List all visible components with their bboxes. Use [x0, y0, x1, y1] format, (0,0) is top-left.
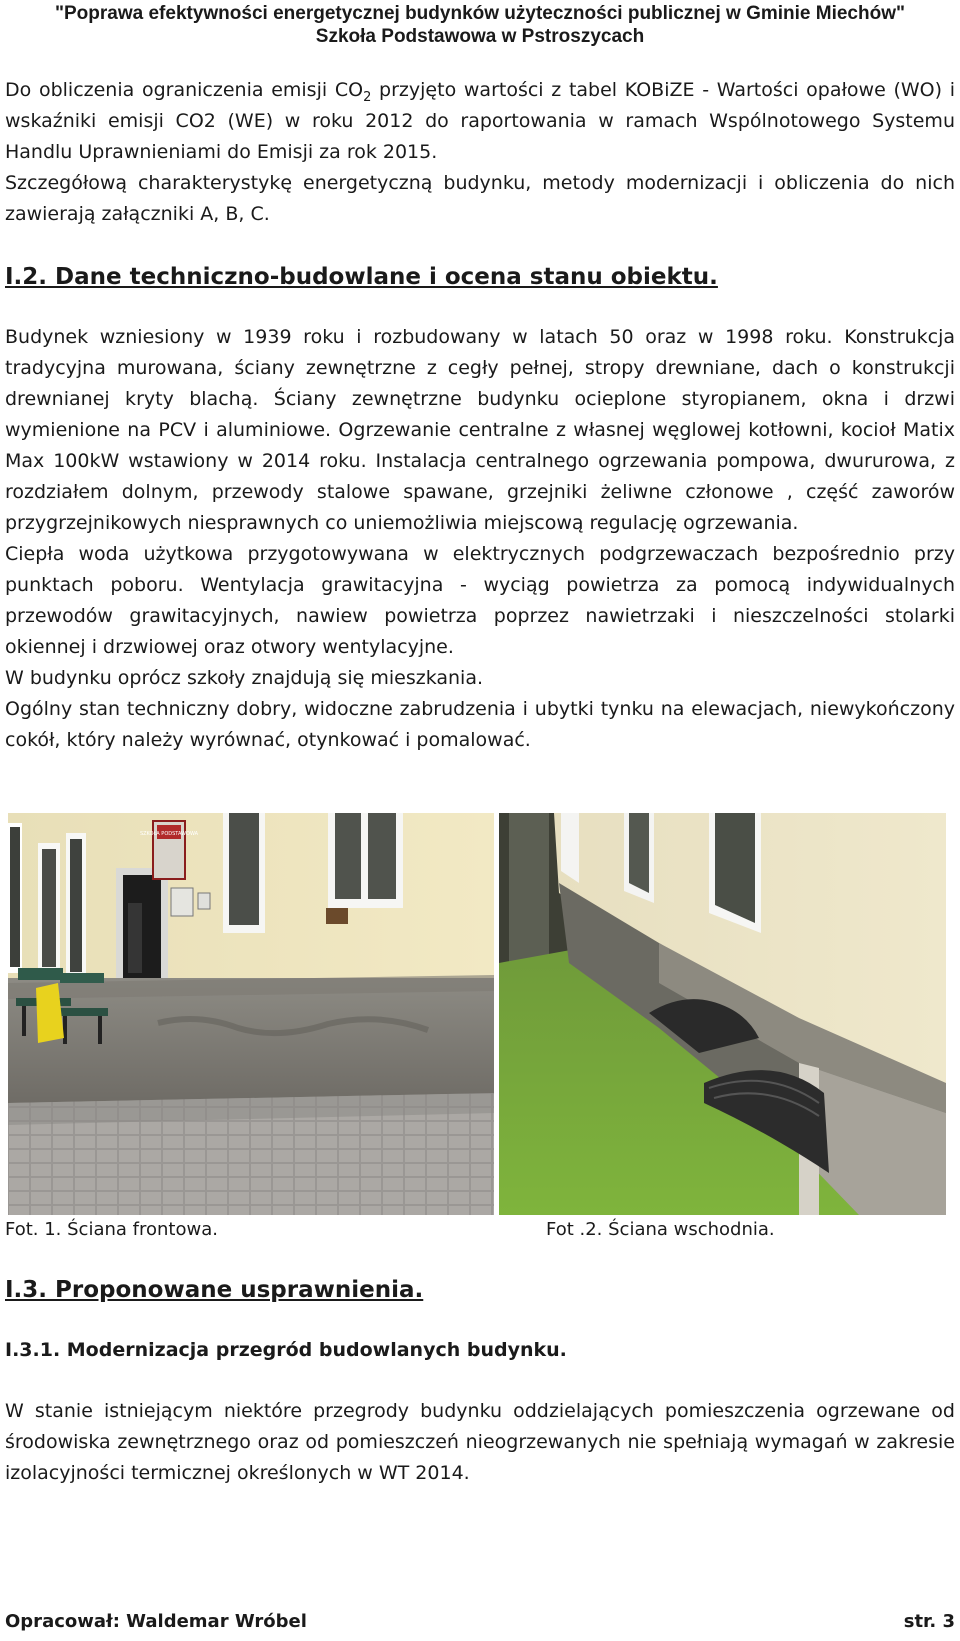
paragraph-technical-condition: Ogólny stan techniczny dobry, widoczne zabrudzenia i ubytki tynku na elewacjach, niewykończony cokół, który należy wyrównać, otynkować i pomalować. [5, 698, 955, 751]
intro-paragraph-emissions: Do obliczenia ograniczenia emisji $CO_2$ przyjęto wartości z tabel KOBiZE - Wartości opałowe (WO) i wskaźniki emisji CO2 (WE) w roku 2012 do raportowania w ramach Wspólnotowego Systemu Handlu Uprawnieniami do Emisji za rok 2015. [5, 79, 956, 163]
technical-data-section [5, 322, 955, 756]
paragraph-apartments: W budynku oprócz szkoły znajdują się mieszkania. [5, 667, 484, 689]
paragraph-building-construction: Budynek wzniesiony w 1939 roku i rozbudowany w latach 50 oraz w 1998 roku. Konstrukcja tradycyjna murowana, ściany zewnętrzne z cegły pełnej, stropy drewniane, dach o konstrukcji drewnianej kryty blachą. Ściany zewnętrzne budynku ocieplone styropianem, okna i drzwi wymienione na PCV i aluminiowe. Ogrzewanie centralne z własnej węglowej kotłowni, kocioł Matix Max 100kW wstawiony w 2014 roku. Instalacja centralnego ogrzewania pompowa, dwururowa, z rozdziałem dolnym, przewody stalowe spawane, grzejniki żeliwne członowe , część zaworów przygrzejnikowych niesprawnych co uniemożliwia miejscową regulację ogrzewania. [5, 326, 955, 534]
section-heading-technical-data: I.2. Dane techniczno-budowlane i ocena stanu obiektu. [5, 264, 718, 290]
document-header [0, 2, 960, 48]
footer-page-number: str. 3 [903, 1611, 955, 1632]
photo-east-wall [499, 813, 946, 1215]
subsection-heading-partitions: I.3.1. Modernizacja przegród budowlanych budynku. [5, 1339, 567, 1361]
co2-subscript: 2 [363, 89, 372, 105]
school-sign-text: SZKOŁA PODSTAWOWA [139, 831, 199, 837]
paragraph-water-ventilation: Ciepła woda użytkowa przygotowywana w elektrycznych podgrzewaczach bezpośrednio przy punktach poboru. Wentylacja grawitacyjna - wyciąg powietrza za pomocą indywidualnych przewodów grawitacyjnych, nawiew powietrza poprzez nawietrzaki i nieszczelności stolarki okiennej i drzwiowej oraz otwory wentylacyjne. [5, 543, 955, 658]
section-heading-proposed-improvements: I.3. Proponowane usprawnienia. [5, 1277, 424, 1303]
photo-caption-front-wall: Fot. 1. Ściana frontowa. [5, 1219, 218, 1240]
photo-caption-east-wall: Fot .2. Ściana wschodnia. [546, 1219, 775, 1240]
header-school-name: Szkoła Podstawowa w Pstroszycach [315, 26, 645, 47]
proposed-improvements-section [5, 1396, 955, 1489]
paragraph-thermal-insulation: W stanie istniejącym niektóre przegrody budynku oddzielających pomieszczenia ogrzewane od środowiska zewnętrznego oraz od pomieszczeń nieogrzewanych nie spełniają wymagań w zakresie izolacyjności termicznej określonych w WT 2014. [5, 1400, 955, 1484]
header-project-title: "Poprawa efektywności energetycznej budynków użyteczności publicznej w Gminie Miechów" [55, 3, 905, 24]
page-footer [5, 1610, 955, 1634]
intro-paragraph-attachments: Szczegółową charakterystykę energetyczną budynku, metody modernizacji i obliczenia do nich zawierają załączniki A, B, C. [5, 172, 955, 225]
footer-author: Opracował: Waldemar Wróbel [5, 1611, 307, 1632]
photo-front-wall [8, 813, 494, 1215]
intro-section [5, 75, 955, 230]
